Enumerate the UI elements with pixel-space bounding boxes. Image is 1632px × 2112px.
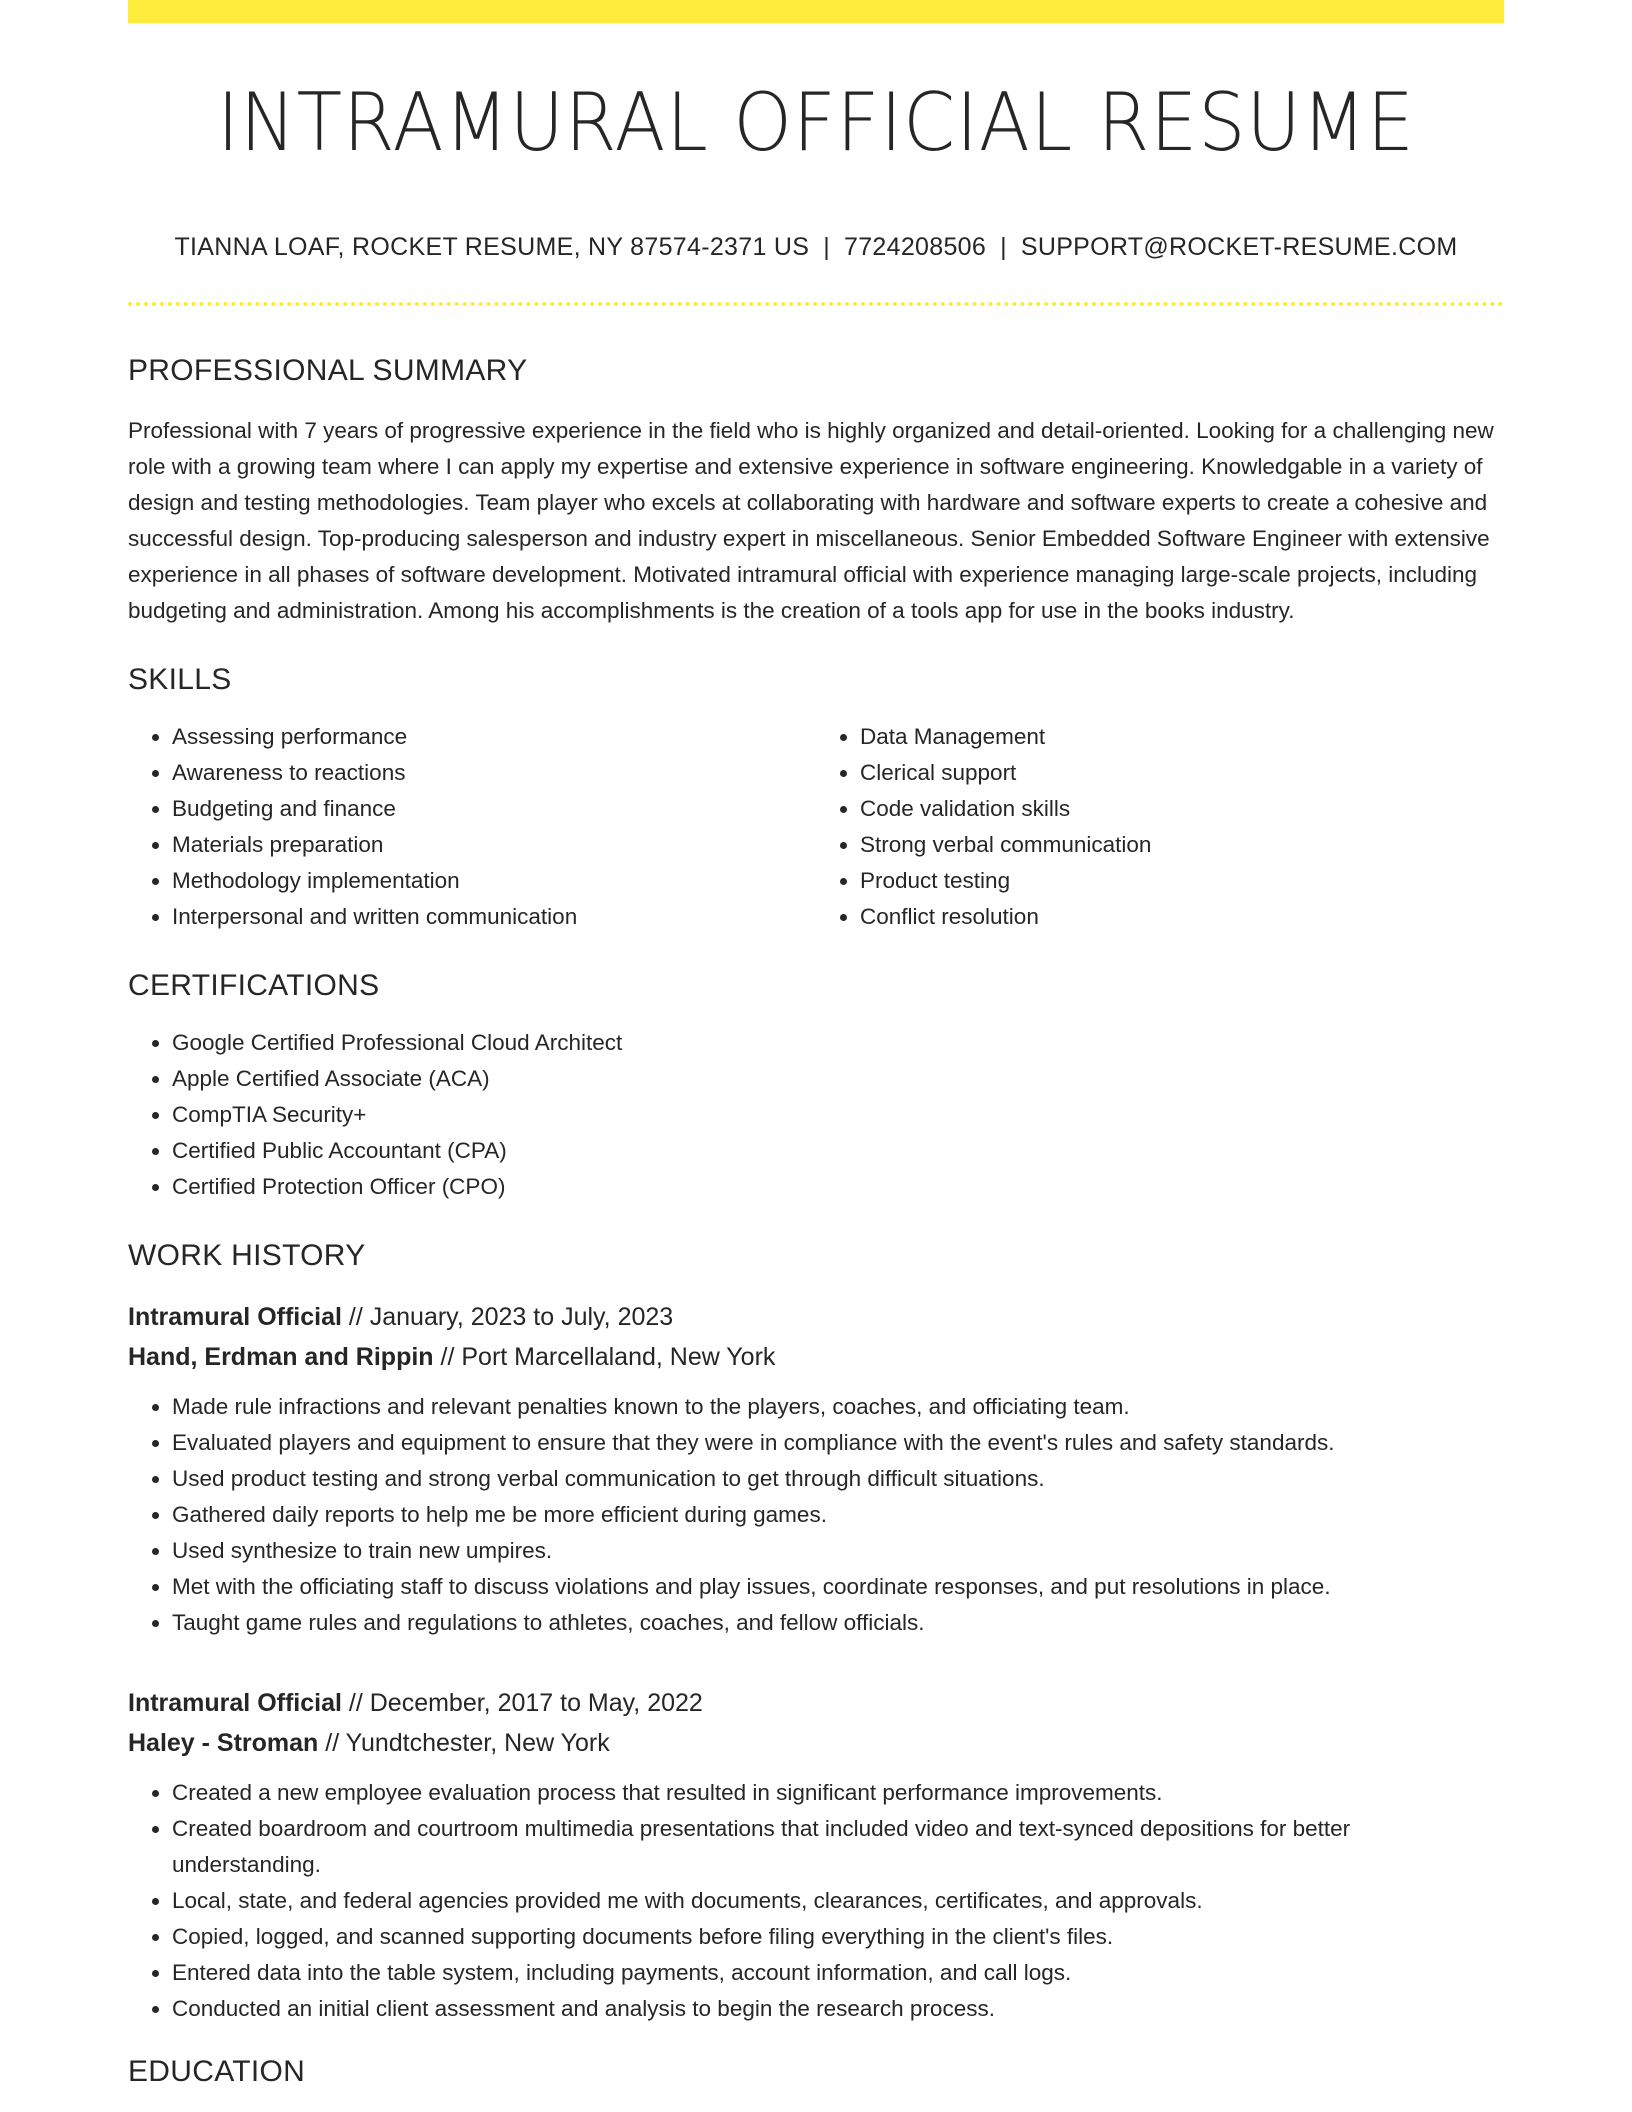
summary-text: Professional with 7 years of progressive experience in the field who is highly organized and detail-oriented. Looking for a challenging new role with a growing team where I can apply my expertise and extensive experience in software engineering. Knowledgable in a variety of design and testing methodologies. Team player who excels at collaborating with hardware and software experts to create a cohesive and successful design. Top-producing salesperson and industry expert in miscellaneous. Senior Embedded Software Engineer with extensive experience in all phases of software development. Motivated intramural official with experience managing large-scale projects, including budgeting and administration. Among his accomplishments is the creation of a tools app for use in the books industry.	[128, 418, 1494, 623]
job-title: Intramural Official	[128, 1689, 342, 1717]
job-bullet: • Local, state, and federal agencies provided me with documents, clearances, certificates, and approvals.	[172, 1883, 1504, 1919]
dotted-divider	[128, 302, 1504, 306]
skill-item: • Code validation skills	[860, 791, 1504, 827]
job-dates: // December, 2017 to May, 2022	[341, 1689, 703, 1717]
skill-item: • Strong verbal communication	[860, 827, 1504, 863]
job-company-line	[128, 1723, 1504, 1763]
certification-item: • Certified Public Accountant (CPA)	[172, 1133, 1504, 1169]
skill-item: • Conflict resolution	[860, 899, 1504, 935]
skills-columns	[128, 719, 1504, 935]
job-bullet: • Used product testing and strong verbal communication to get through difficult situations.	[172, 1461, 1504, 1497]
job-bullets	[128, 1775, 1504, 2027]
skill-item: • Data Management	[860, 719, 1504, 755]
skill-item: • Interpersonal and written communication	[172, 899, 816, 935]
skill-item: • Clerical support	[860, 755, 1504, 791]
contact-phone: 7724208506	[844, 233, 987, 261]
job-bullet: • Conducted an initial client assessment and analysis to begin the research process.	[172, 1991, 1504, 2027]
work-history-heading: WORK HISTORY	[128, 1239, 366, 1272]
contact-separator: |	[823, 233, 831, 261]
job-bullet: • Gathered daily reports to help me be more efficient during games.	[172, 1497, 1504, 1533]
resume-title: INTRAMURAL OFFICIAL RESUME	[217, 76, 1415, 169]
certification-item: • CompTIA Security+	[172, 1097, 1504, 1133]
job-bullet: • Met with the officiating staff to discuss violations and play issues, coordinate responses, and put resolutions in place.	[172, 1569, 1504, 1605]
certifications-list	[128, 1025, 1504, 1205]
education-heading: EDUCATION	[128, 2055, 306, 2088]
skill-item: • Materials preparation	[172, 827, 816, 863]
job-company-line	[128, 1337, 1504, 1377]
skill-item: • Assessing performance	[172, 719, 816, 755]
resume-page	[128, 0, 1504, 2087]
skills-list-right	[816, 719, 1504, 935]
skills-list-left	[128, 719, 816, 935]
contact-address: TIANNA LOAF, ROCKET RESUME, NY 87574-2371 US	[174, 233, 810, 261]
job-title-line	[128, 1683, 1504, 1723]
job-bullet: • Created boardroom and courtroom multimedia presentations that included video and text-synced depositions for better understanding.	[172, 1811, 1504, 1883]
accent-top-bar	[128, 0, 1504, 23]
job-bullet: • Copied, logged, and scanned supporting documents before filing everything in the client's files.	[172, 1919, 1504, 1955]
skill-item: • Methodology implementation	[172, 863, 816, 899]
job-bullet: • Used synthesize to train new umpires.	[172, 1533, 1504, 1569]
job-company: Hand, Erdman and Rippin	[128, 1343, 434, 1371]
job-bullet: • Entered data into the table system, including payments, account information, and call logs.	[172, 1955, 1504, 1991]
certifications-heading: CERTIFICATIONS	[128, 969, 380, 1002]
summary-heading: PROFESSIONAL SUMMARY	[128, 354, 528, 387]
job-location: // Port Marcellaland, New York	[433, 1343, 776, 1371]
contact-separator: |	[1000, 233, 1007, 261]
job-bullets	[128, 1389, 1504, 1641]
certification-item: • Certified Protection Officer (CPO)	[172, 1169, 1504, 1205]
job-company: Haley - Stroman	[128, 1729, 319, 1757]
skill-item: • Awareness to reactions	[172, 755, 816, 791]
skills-heading: SKILLS	[128, 663, 232, 696]
job-dates: // January, 2023 to July, 2023	[341, 1303, 674, 1331]
skill-item: • Budgeting and finance	[172, 791, 816, 827]
job-bullet: • Made rule infractions and relevant penalties known to the players, coaches, and officiating team.	[172, 1389, 1504, 1425]
contact-email: SUPPORT@ROCKET-RESUME.COM	[1020, 233, 1458, 261]
job-location: // Yundtchester, New York	[318, 1729, 610, 1757]
job-bullet: • Taught game rules and regulations to athletes, coaches, and fellow officials.	[172, 1605, 1504, 1641]
skill-item: • Product testing	[860, 863, 1504, 899]
job-bullet: • Evaluated players and equipment to ensure that they were in compliance with the event's rules and safety standards.	[172, 1425, 1504, 1461]
job-title-line	[128, 1297, 1504, 1337]
certification-item: • Apple Certified Associate (ACA)	[172, 1061, 1504, 1097]
contact-line	[128, 233, 1504, 262]
job-bullet: • Created a new employee evaluation process that resulted in significant performance improvements.	[172, 1775, 1504, 1811]
job-title: Intramural Official	[128, 1303, 342, 1331]
certification-item: • Google Certified Professional Cloud Architect	[172, 1025, 1504, 1061]
